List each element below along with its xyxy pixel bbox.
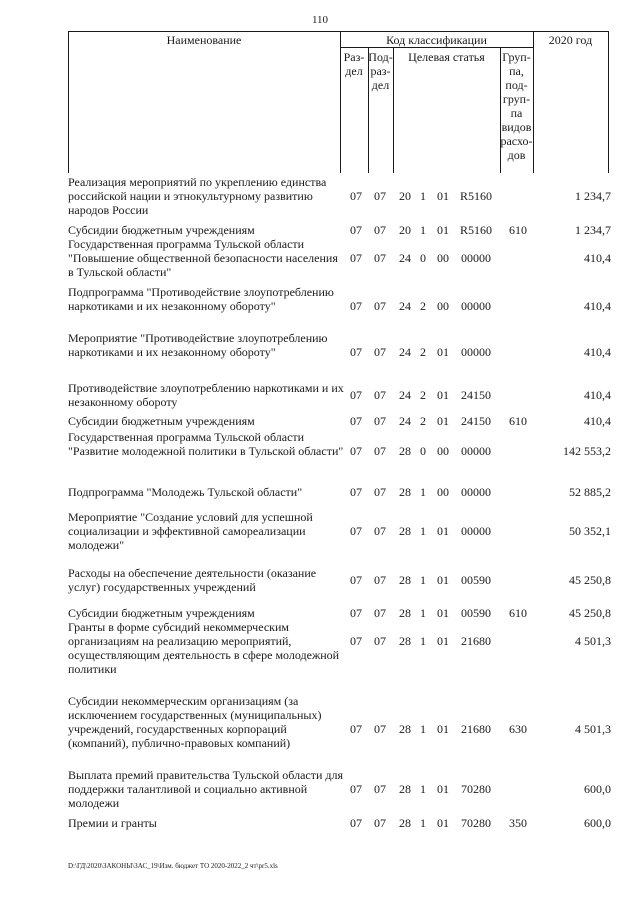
row-target-program: 24 xyxy=(399,345,411,359)
row-name: Субсидии бюджетным учреждениям xyxy=(68,606,255,620)
row-amount: 45 250,8 xyxy=(569,606,611,620)
header-vid-line: па xyxy=(510,106,523,120)
row-razdel: 07 xyxy=(350,414,362,428)
header-vid-line: па, xyxy=(509,64,524,78)
header-vid-line: видов xyxy=(501,120,532,134)
row-target-direction: 00000 xyxy=(461,485,491,499)
row-razdel: 07 xyxy=(350,345,362,359)
row-razdel: 07 xyxy=(350,189,362,203)
row-target-program: 28 xyxy=(399,816,411,830)
row-target-subprogram: 0 xyxy=(420,444,426,458)
row-podrazdel: 07 xyxy=(374,223,386,237)
row-name: Государственная программа Тульской области "Развитие молодежной политики в Тульской области" xyxy=(68,430,344,458)
row-amount: 600,0 xyxy=(584,816,611,830)
row-target-program: 28 xyxy=(399,722,411,736)
row-target-subprogram: 1 xyxy=(420,524,426,538)
row-expense-type: 630 xyxy=(509,722,527,736)
header-razdel-line: дел xyxy=(345,64,363,78)
row-target-subprogram: 0 xyxy=(420,251,426,265)
row-target-direction: 00000 xyxy=(461,251,491,265)
row-target-direction: 21680 xyxy=(461,722,491,736)
row-target-event: 01 xyxy=(437,634,449,648)
header-divider xyxy=(533,31,534,173)
row-razdel: 07 xyxy=(350,524,362,538)
row-target-event: 01 xyxy=(437,414,449,428)
header-vid-line: расхо- xyxy=(500,134,533,148)
row-amount: 50 352,1 xyxy=(569,524,611,538)
row-target-program: 28 xyxy=(399,524,411,538)
row-podrazdel: 07 xyxy=(374,606,386,620)
row-target-direction: 21680 xyxy=(461,634,491,648)
row-razdel: 07 xyxy=(350,388,362,402)
row-target-subprogram: 2 xyxy=(420,345,426,359)
row-target-event: 01 xyxy=(437,782,449,796)
footer-file-path: D:\ГД\2020\ЗАКОНЫ\ЗАС_19\Изм. бюджет ТО 2020-2022_2 чт\pr5.xls xyxy=(68,862,278,870)
header-podrazdel xyxy=(368,50,393,92)
row-name: Субсидии некоммерческим организациям (за исключением государственных (муниципальных) учреждений, государственных корпораций (компаний), публично-правовых компаний) xyxy=(68,694,322,750)
row-target-subprogram: 1 xyxy=(420,782,426,796)
row-target-direction: R5160 xyxy=(459,223,492,237)
row-target-event: 01 xyxy=(437,816,449,830)
row-podrazdel: 07 xyxy=(374,299,386,313)
row-target-program: 24 xyxy=(399,388,411,402)
row-target-subprogram: 1 xyxy=(420,816,426,830)
row-podrazdel: 07 xyxy=(374,189,386,203)
row-podrazdel: 07 xyxy=(374,485,386,499)
row-name: Гранты в форме субсидий некоммерческим организациям на реализацию мероприятий, осуществляющим деятельность в сфере молодежной политики xyxy=(68,620,340,676)
row-amount: 52 885,2 xyxy=(569,485,611,499)
row-target-event: 01 xyxy=(437,573,449,587)
row-target-event: 01 xyxy=(437,722,449,736)
row-name: Противодействие злоупотреблению наркотиками и их незаконному обороту xyxy=(68,381,344,409)
row-target-event: 01 xyxy=(437,223,449,237)
row-target-program: 28 xyxy=(399,485,411,499)
table-header xyxy=(68,31,609,173)
row-target-program: 24 xyxy=(399,299,411,313)
row-podrazdel: 07 xyxy=(374,414,386,428)
row-target-event: 01 xyxy=(437,524,449,538)
row-name: Премии и гранты xyxy=(68,816,157,830)
row-target-program: 28 xyxy=(399,606,411,620)
row-target-program: 24 xyxy=(399,251,411,265)
row-podrazdel: 07 xyxy=(374,251,386,265)
row-target-event: 01 xyxy=(437,388,449,402)
row-name: Субсидии бюджетным учреждениям xyxy=(68,414,255,428)
row-amount: 410,4 xyxy=(584,414,611,428)
row-podrazdel: 07 xyxy=(374,444,386,458)
row-podrazdel: 07 xyxy=(374,388,386,402)
header-razdel-line: Раз- xyxy=(343,50,365,64)
row-razdel: 07 xyxy=(350,816,362,830)
row-target-event: 00 xyxy=(437,485,449,499)
row-amount: 410,4 xyxy=(584,388,611,402)
header-year: 2020 год xyxy=(548,33,593,47)
row-razdel: 07 xyxy=(350,634,362,648)
row-name: Мероприятие "Противодействие злоупотреблению наркотиками и их незаконному обороту" xyxy=(68,331,328,359)
row-name: Выплата премий правительства Тульской области для поддержки талантливой и социально активной молодежи xyxy=(68,768,344,810)
row-amount: 410,4 xyxy=(584,345,611,359)
row-podrazdel: 07 xyxy=(374,524,386,538)
row-amount: 1 234,7 xyxy=(575,189,611,203)
row-target-program: 28 xyxy=(399,782,411,796)
header-border-right xyxy=(608,31,609,173)
row-razdel: 07 xyxy=(350,223,362,237)
row-target-direction: 24150 xyxy=(461,388,491,402)
row-amount: 4 501,3 xyxy=(575,722,611,736)
row-podrazdel: 07 xyxy=(374,345,386,359)
header-vid-line: груп- xyxy=(502,92,531,106)
header-vid-line: дов xyxy=(507,148,526,162)
row-podrazdel: 07 xyxy=(374,722,386,736)
row-target-event: 00 xyxy=(437,251,449,265)
row-razdel: 07 xyxy=(350,444,362,458)
header-name: Наименование xyxy=(166,33,242,47)
row-target-subprogram: 2 xyxy=(420,414,426,428)
row-podrazdel: 07 xyxy=(374,816,386,830)
row-amount: 410,4 xyxy=(584,251,611,265)
row-target-direction: 00590 xyxy=(461,573,491,587)
row-target-subprogram: 1 xyxy=(420,189,426,203)
row-name: Подпрограмма "Противодействие злоупотреблению наркотиками и их незаконному обороту" xyxy=(68,285,334,313)
header-podrazdel-line: дел xyxy=(371,78,390,92)
header-vid xyxy=(500,50,533,162)
row-target-direction: 70280 xyxy=(461,816,491,830)
row-target-event: 01 xyxy=(437,189,449,203)
row-target-event: 00 xyxy=(437,444,449,458)
header-border-top xyxy=(68,31,609,32)
row-target-program: 24 xyxy=(399,414,411,428)
row-target-subprogram: 1 xyxy=(420,573,426,587)
row-target-subprogram: 1 xyxy=(420,223,426,237)
row-amount: 4 501,3 xyxy=(575,634,611,648)
row-expense-type: 350 xyxy=(509,816,527,830)
row-target-program: 28 xyxy=(399,634,411,648)
row-razdel: 07 xyxy=(350,251,362,265)
header-vid-line: Груп- xyxy=(502,50,531,64)
header-divider xyxy=(393,47,394,173)
row-podrazdel: 07 xyxy=(374,573,386,587)
row-target-direction: 00000 xyxy=(461,345,491,359)
row-target-direction: 00000 xyxy=(461,299,491,313)
row-target-subprogram: 1 xyxy=(420,634,426,648)
row-target-program: 28 xyxy=(399,573,411,587)
row-name: Субсидии бюджетным учреждениям xyxy=(68,223,255,237)
row-amount: 410,4 xyxy=(584,299,611,313)
row-name: Подпрограмма "Молодежь Тульской области" xyxy=(68,485,303,499)
row-podrazdel: 07 xyxy=(374,634,386,648)
row-target-subprogram: 1 xyxy=(420,485,426,499)
header-target: Целевая статья xyxy=(408,50,485,64)
row-expense-type: 610 xyxy=(509,223,527,237)
row-name: Реализация мероприятий по укреплению единства российской нации и этнокультурному развитию народов России xyxy=(68,175,327,217)
row-expense-type: 610 xyxy=(509,414,527,428)
row-podrazdel: 07 xyxy=(374,782,386,796)
row-razdel: 07 xyxy=(350,299,362,313)
row-target-program: 20 xyxy=(399,223,411,237)
header-podrazdel-line: Под- xyxy=(368,50,393,64)
header-razdel xyxy=(340,50,368,78)
row-target-program: 28 xyxy=(399,444,411,458)
row-name: Государственная программа Тульской области "Повышение общественной безопасности населения в Тульской области" xyxy=(68,237,338,279)
row-expense-type: 610 xyxy=(509,606,527,620)
row-target-direction: 70280 xyxy=(461,782,491,796)
header-vid-line: под- xyxy=(505,78,528,92)
page-number: 110 xyxy=(311,14,329,26)
row-razdel: 07 xyxy=(350,782,362,796)
row-target-direction: 00590 xyxy=(461,606,491,620)
row-amount: 142 553,2 xyxy=(563,444,611,458)
row-name: Расходы на обеспечение деятельности (оказание услуг) государственных учреждений xyxy=(68,566,317,594)
header-classification: Код классификации xyxy=(386,33,487,47)
row-target-subprogram: 2 xyxy=(420,299,426,313)
header-border-left xyxy=(68,31,69,173)
row-razdel: 07 xyxy=(350,722,362,736)
row-amount: 45 250,8 xyxy=(569,573,611,587)
row-target-program: 20 xyxy=(399,189,411,203)
row-razdel: 07 xyxy=(350,573,362,587)
row-target-event: 00 xyxy=(437,299,449,313)
row-target-direction: 24150 xyxy=(461,414,491,428)
row-target-event: 01 xyxy=(437,345,449,359)
row-amount: 1 234,7 xyxy=(575,223,611,237)
row-target-direction: 00000 xyxy=(461,444,491,458)
row-razdel: 07 xyxy=(350,485,362,499)
row-target-direction: R5160 xyxy=(459,189,492,203)
row-target-subprogram: 1 xyxy=(420,722,426,736)
row-name: Мероприятие "Создание условий для успешной социализации и эффективной самореализации молодежи" xyxy=(68,510,313,552)
row-target-event: 01 xyxy=(437,606,449,620)
header-podrazdel-line: раз- xyxy=(370,64,391,78)
row-amount: 600,0 xyxy=(584,782,611,796)
row-target-direction: 00000 xyxy=(461,524,491,538)
row-razdel: 07 xyxy=(350,606,362,620)
row-target-subprogram: 1 xyxy=(420,606,426,620)
row-target-subprogram: 2 xyxy=(420,388,426,402)
